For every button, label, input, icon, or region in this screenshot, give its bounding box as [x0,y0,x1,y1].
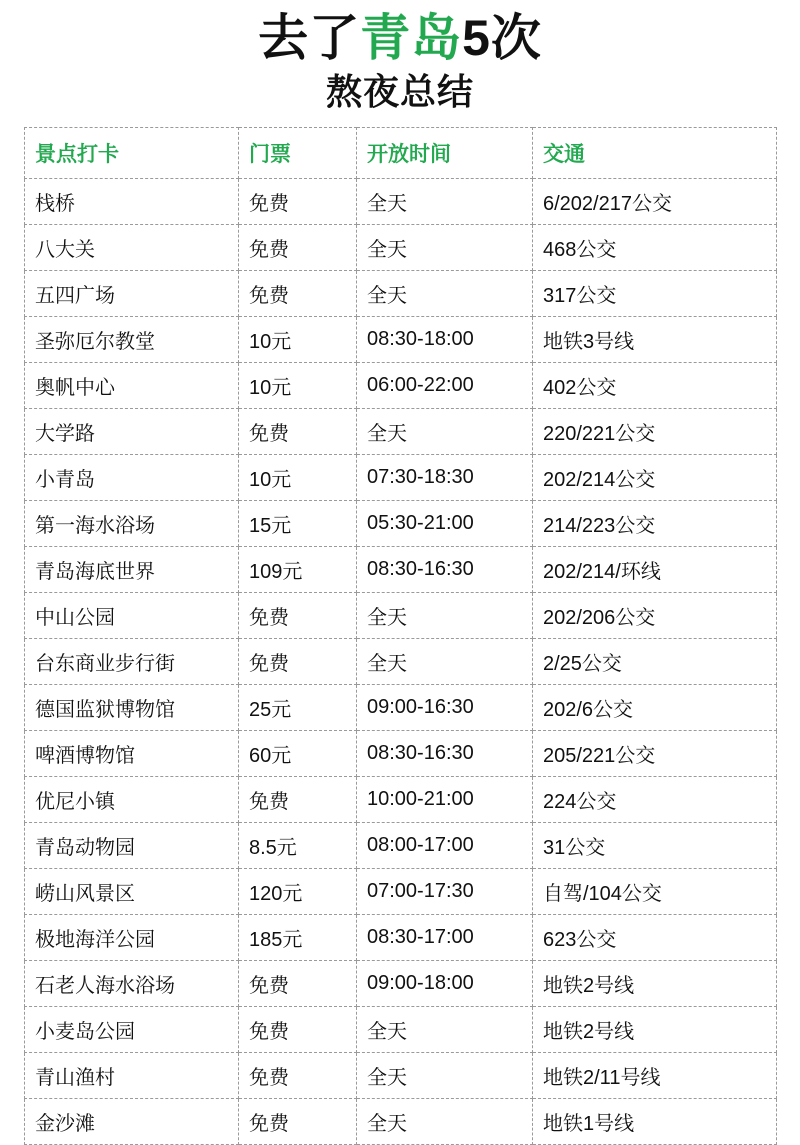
cell-hours: 全天 [357,592,533,638]
cell-spot: 台东商业步行街 [25,638,239,684]
table-header [25,127,777,178]
cell-ticket: 免费 [239,638,357,684]
cell-hours: 09:00-16:30 [357,684,533,730]
cell-hours: 全天 [357,178,533,224]
cell-spot: 八大关 [25,224,239,270]
cell-transport: 2/25公交 [533,638,777,684]
cell-ticket: 免费 [239,592,357,638]
table-row [25,362,777,408]
cell-spot: 小青岛 [25,454,239,500]
cell-transport: 地铁3号线 [533,316,777,362]
cell-ticket: 免费 [239,408,357,454]
table-row [25,868,777,914]
column-header-hours: 开放时间 [357,127,533,178]
cell-transport: 202/6公交 [533,684,777,730]
title-prefix: 去了 [258,10,361,66]
cell-hours: 全天 [357,270,533,316]
cell-ticket: 免费 [239,1098,357,1144]
cell-spot: 青岛海底世界 [25,546,239,592]
table-row [25,1052,777,1098]
cell-hours: 全天 [357,1052,533,1098]
column-header-ticket: 门票 [239,127,357,178]
table-row [25,730,777,776]
cell-transport: 6/202/217公交 [533,178,777,224]
cell-spot: 小麦岛公园 [25,1006,239,1052]
cell-spot: 圣弥厄尔教堂 [25,316,239,362]
cell-transport: 317公交 [533,270,777,316]
cell-transport: 202/206公交 [533,592,777,638]
cell-ticket: 60元 [239,730,357,776]
cell-spot: 栈桥 [25,178,239,224]
cell-hours: 全天 [357,638,533,684]
table-body [25,178,777,1144]
cell-transport: 224公交 [533,776,777,822]
cell-ticket: 185元 [239,914,357,960]
cell-hours: 08:30-16:30 [357,730,533,776]
cell-hours: 08:30-16:30 [357,546,533,592]
table-row [25,270,777,316]
cell-spot: 青山渔村 [25,1052,239,1098]
cell-transport: 220/221公交 [533,408,777,454]
column-header-spot: 景点打卡 [25,127,239,178]
table-row [25,592,777,638]
cell-transport: 202/214公交 [533,454,777,500]
cell-spot: 金沙滩 [25,1098,239,1144]
cell-transport: 205/221公交 [533,730,777,776]
cell-hours: 08:00-17:00 [357,822,533,868]
cell-hours: 07:00-17:30 [357,868,533,914]
cell-ticket: 10元 [239,316,357,362]
table-row [25,638,777,684]
page-title-line-1 [24,10,776,68]
cell-transport: 468公交 [533,224,777,270]
cell-spot: 德国监狱博物馆 [25,684,239,730]
cell-hours: 08:30-18:00 [357,316,533,362]
cell-ticket: 8.5元 [239,822,357,868]
cell-spot: 奥帆中心 [25,362,239,408]
cell-ticket: 免费 [239,1052,357,1098]
cell-transport: 地铁2号线 [533,960,777,1006]
title-block [24,0,776,113]
cell-ticket: 10元 [239,454,357,500]
cell-ticket: 15元 [239,500,357,546]
table-row [25,178,777,224]
table-row [25,500,777,546]
cell-transport: 202/214/环线 [533,546,777,592]
cell-ticket: 109元 [239,546,357,592]
page-subtitle: 熬夜总结 [325,70,474,112]
cell-transport: 402公交 [533,362,777,408]
cell-transport: 31公交 [533,822,777,868]
cell-hours: 06:00-22:00 [357,362,533,408]
cell-transport: 地铁2号线 [533,1006,777,1052]
cell-hours: 全天 [357,1098,533,1144]
cell-spot: 大学路 [25,408,239,454]
cell-transport: 623公交 [533,914,777,960]
cell-ticket: 免费 [239,224,357,270]
cell-ticket: 25元 [239,684,357,730]
table-row [25,1006,777,1052]
cell-ticket: 免费 [239,178,357,224]
cell-ticket: 免费 [239,270,357,316]
cell-hours: 08:30-17:00 [357,914,533,960]
table-row [25,1098,777,1144]
column-header-transport: 交通 [533,127,777,178]
cell-spot: 第一海水浴场 [25,500,239,546]
cell-hours: 全天 [357,224,533,270]
cell-ticket: 10元 [239,362,357,408]
cell-hours: 10:00-21:00 [357,776,533,822]
table-row [25,224,777,270]
cell-hours: 05:30-21:00 [357,500,533,546]
cell-transport: 214/223公交 [533,500,777,546]
cell-spot: 优尼小镇 [25,776,239,822]
cell-hours: 全天 [357,408,533,454]
cell-ticket: 免费 [239,960,357,1006]
cell-spot: 崂山风景区 [25,868,239,914]
title-suffix: 5次 [462,10,542,66]
cell-spot: 中山公园 [25,592,239,638]
cell-hours: 09:00-18:00 [357,960,533,1006]
table-row [25,454,777,500]
cell-transport: 地铁1号线 [533,1098,777,1144]
table-row [25,408,777,454]
cell-spot: 青岛动物园 [25,822,239,868]
cell-spot: 啤酒博物馆 [25,730,239,776]
cell-ticket: 120元 [239,868,357,914]
table-row [25,546,777,592]
cell-transport: 自驾/104公交 [533,868,777,914]
cell-hours: 全天 [357,1006,533,1052]
table-row [25,822,777,868]
cell-spot: 五四广场 [25,270,239,316]
table-row [25,776,777,822]
table-row [25,914,777,960]
cell-spot: 极地海洋公园 [25,914,239,960]
table-row [25,316,777,362]
cell-ticket: 免费 [239,776,357,822]
title-highlight: 青岛 [360,10,463,66]
cell-transport: 地铁2/11号线 [533,1052,777,1098]
table-header-row [25,127,777,178]
table-row [25,684,777,730]
cell-ticket: 免费 [239,1006,357,1052]
cell-spot: 石老人海水浴场 [25,960,239,1006]
attractions-table [24,127,777,1145]
cell-hours: 07:30-18:30 [357,454,533,500]
table-row [25,960,777,1006]
